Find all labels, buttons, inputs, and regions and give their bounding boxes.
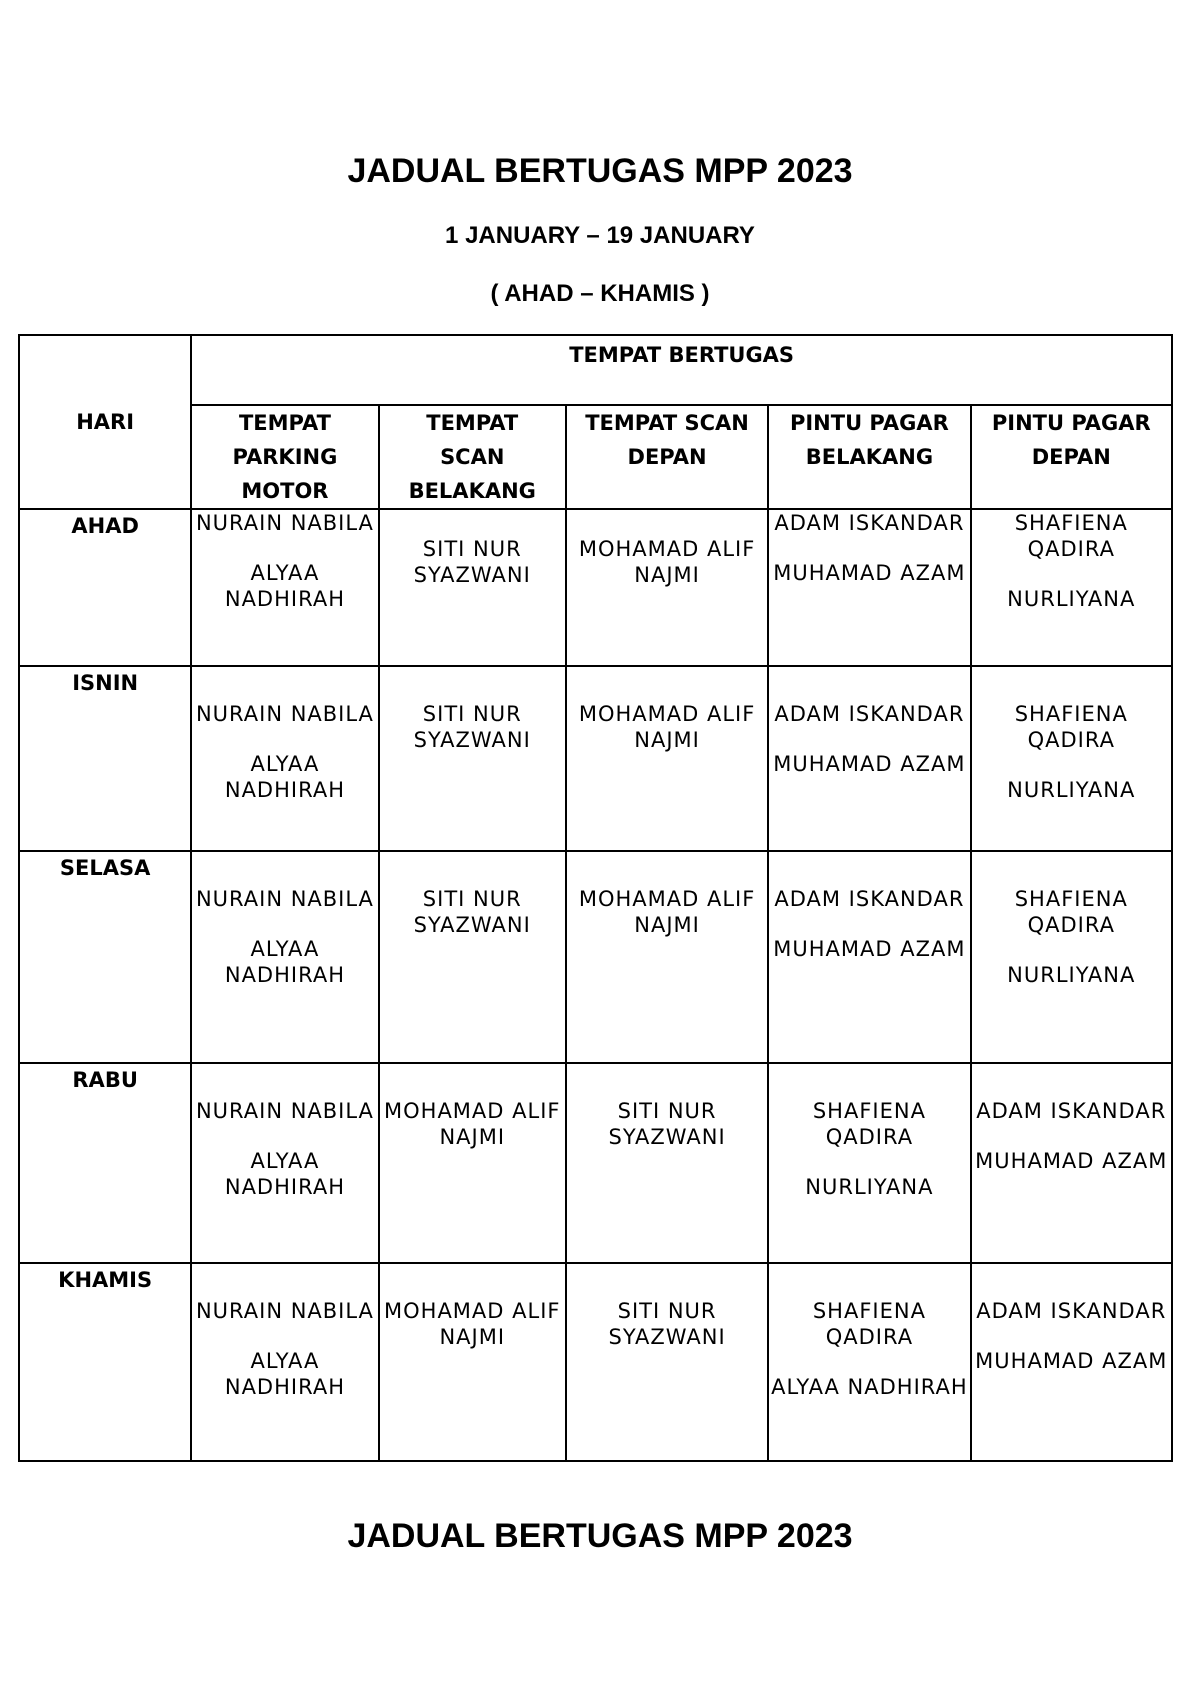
duty-cell bbox=[768, 1263, 970, 1461]
person-name: NURAIN NABILA bbox=[195, 702, 374, 726]
person-name: NURLIYANA bbox=[805, 1175, 934, 1199]
person-name: MUHAMAD AZAM bbox=[975, 1349, 1168, 1373]
person-name: ADAM ISKANDAR bbox=[976, 1099, 1167, 1123]
person-name: NURLIYANA bbox=[1007, 778, 1136, 802]
day-row bbox=[19, 1263, 1172, 1461]
duty-cell bbox=[971, 1263, 1172, 1461]
duty-cell bbox=[379, 509, 566, 666]
day-row bbox=[19, 851, 1172, 1063]
column-header-line: TEMPAT bbox=[238, 411, 331, 435]
person-name: MUHAMAD AZAM bbox=[773, 937, 966, 961]
person-name: SITI NUR SYAZWANI bbox=[413, 702, 531, 752]
person-name: SITI NUR SYAZWANI bbox=[413, 887, 531, 937]
column-header-line: TEMPAT bbox=[426, 411, 519, 435]
person-name: MOHAMAD ALIF NAJMI bbox=[578, 887, 756, 937]
duty-cell bbox=[379, 666, 566, 851]
person-name: NURAIN NABILA bbox=[195, 511, 374, 535]
column-header bbox=[971, 405, 1172, 509]
duty-cell bbox=[566, 1263, 768, 1461]
column-header bbox=[191, 405, 378, 509]
duty-cell bbox=[971, 851, 1172, 1063]
person-name: ALYAA NADHIRAH bbox=[771, 1375, 968, 1399]
days-range: ( AHAD – KHAMIS ) bbox=[490, 280, 710, 307]
day-cell: AHAD bbox=[19, 509, 191, 666]
person-name: SITI NUR SYAZWANI bbox=[608, 1099, 726, 1149]
duty-cell bbox=[768, 1063, 970, 1263]
column-header-line: PARKING bbox=[232, 445, 338, 469]
person-name: ALYAA NADHIRAH bbox=[224, 752, 345, 802]
duty-cell bbox=[768, 851, 970, 1063]
duty-cell bbox=[379, 1263, 566, 1461]
duty-cell bbox=[566, 509, 768, 666]
duty-cell bbox=[768, 509, 970, 666]
person-name: MUHAMAD AZAM bbox=[773, 561, 966, 585]
duty-roster-table bbox=[18, 334, 1173, 1462]
roster-body bbox=[19, 509, 1172, 1461]
duty-cell bbox=[566, 666, 768, 851]
footer-title: JADUAL BERTUGAS MPP 2023 bbox=[347, 1517, 853, 1555]
person-name: MOHAMAD ALIF NAJMI bbox=[384, 1299, 561, 1349]
duty-cell bbox=[566, 851, 768, 1063]
column-header bbox=[768, 405, 970, 509]
column-header-line: BELAKANG bbox=[408, 479, 536, 503]
column-header-line: MOTOR bbox=[241, 479, 329, 503]
person-name: MOHAMAD ALIF NAJMI bbox=[578, 702, 756, 752]
duty-cell bbox=[191, 1263, 378, 1461]
column-header-row bbox=[19, 405, 1172, 509]
person-name: SHAFIENA QADIRA bbox=[1014, 887, 1128, 937]
person-name: ADAM ISKANDAR bbox=[774, 511, 965, 535]
column-header-line: SCAN bbox=[440, 445, 505, 469]
person-name: SITI NUR SYAZWANI bbox=[608, 1299, 726, 1349]
duty-cell bbox=[971, 666, 1172, 851]
day-cell: RABU bbox=[19, 1063, 191, 1263]
duty-cell bbox=[971, 509, 1172, 666]
column-header-line: PINTU PAGAR bbox=[991, 411, 1151, 435]
person-name: ADAM ISKANDAR bbox=[976, 1299, 1167, 1323]
person-name: SHAFIENA QADIRA bbox=[1014, 511, 1128, 561]
person-name: SITI NUR SYAZWANI bbox=[413, 537, 531, 587]
duty-cell bbox=[566, 1063, 768, 1263]
person-name: ALYAA NADHIRAH bbox=[224, 1349, 345, 1399]
duty-cell bbox=[191, 1063, 378, 1263]
column-header-line: DEPAN bbox=[627, 445, 707, 469]
day-row bbox=[19, 509, 1172, 666]
day-cell: ISNIN bbox=[19, 666, 191, 851]
person-name: ADAM ISKANDAR bbox=[774, 887, 965, 911]
person-name: ADAM ISKANDAR bbox=[774, 702, 965, 726]
person-name: NURLIYANA bbox=[1007, 963, 1136, 987]
column-header-line: PINTU PAGAR bbox=[789, 411, 949, 435]
person-name: SHAFIENA QADIRA bbox=[812, 1099, 926, 1149]
person-name: SHAFIENA QADIRA bbox=[812, 1299, 926, 1349]
tempat-bertugas-header: TEMPAT BERTUGAS bbox=[191, 335, 1172, 405]
date-range: 1 JANUARY – 19 JANUARY bbox=[445, 222, 755, 249]
person-name: ALYAA NADHIRAH bbox=[224, 937, 345, 987]
duty-cell bbox=[191, 666, 378, 851]
column-header bbox=[566, 405, 768, 509]
day-row bbox=[19, 1063, 1172, 1263]
duty-cell bbox=[379, 1063, 566, 1263]
person-name: NURLIYANA bbox=[1007, 587, 1136, 611]
duty-cell bbox=[191, 851, 378, 1063]
column-header bbox=[379, 405, 566, 509]
page-title: JADUAL BERTUGAS MPP 2023 bbox=[347, 152, 853, 190]
person-name: SHAFIENA QADIRA bbox=[1014, 702, 1128, 752]
duty-cell bbox=[191, 509, 378, 666]
duty-cell bbox=[768, 666, 970, 851]
hari-header: HARI bbox=[19, 335, 191, 509]
day-cell: SELASA bbox=[19, 851, 191, 1063]
day-row bbox=[19, 666, 1172, 851]
duty-cell bbox=[971, 1063, 1172, 1263]
column-header-line: TEMPAT SCAN bbox=[585, 411, 749, 435]
person-name: NURAIN NABILA bbox=[195, 887, 374, 911]
person-name: MOHAMAD ALIF NAJMI bbox=[578, 537, 756, 587]
day-cell: KHAMIS bbox=[19, 1263, 191, 1461]
duty-cell bbox=[379, 851, 566, 1063]
person-name: MUHAMAD AZAM bbox=[773, 752, 966, 776]
person-name: MUHAMAD AZAM bbox=[975, 1149, 1168, 1173]
column-header-line: BELAKANG bbox=[805, 445, 934, 469]
person-name: ALYAA NADHIRAH bbox=[224, 1149, 345, 1199]
person-name: NURAIN NABILA bbox=[195, 1299, 374, 1323]
person-name: ALYAA NADHIRAH bbox=[224, 561, 345, 611]
person-name: NURAIN NABILA bbox=[195, 1099, 374, 1123]
group-header-row bbox=[19, 335, 1172, 405]
person-name: MOHAMAD ALIF NAJMI bbox=[384, 1099, 561, 1149]
column-header-line: DEPAN bbox=[1031, 445, 1111, 469]
